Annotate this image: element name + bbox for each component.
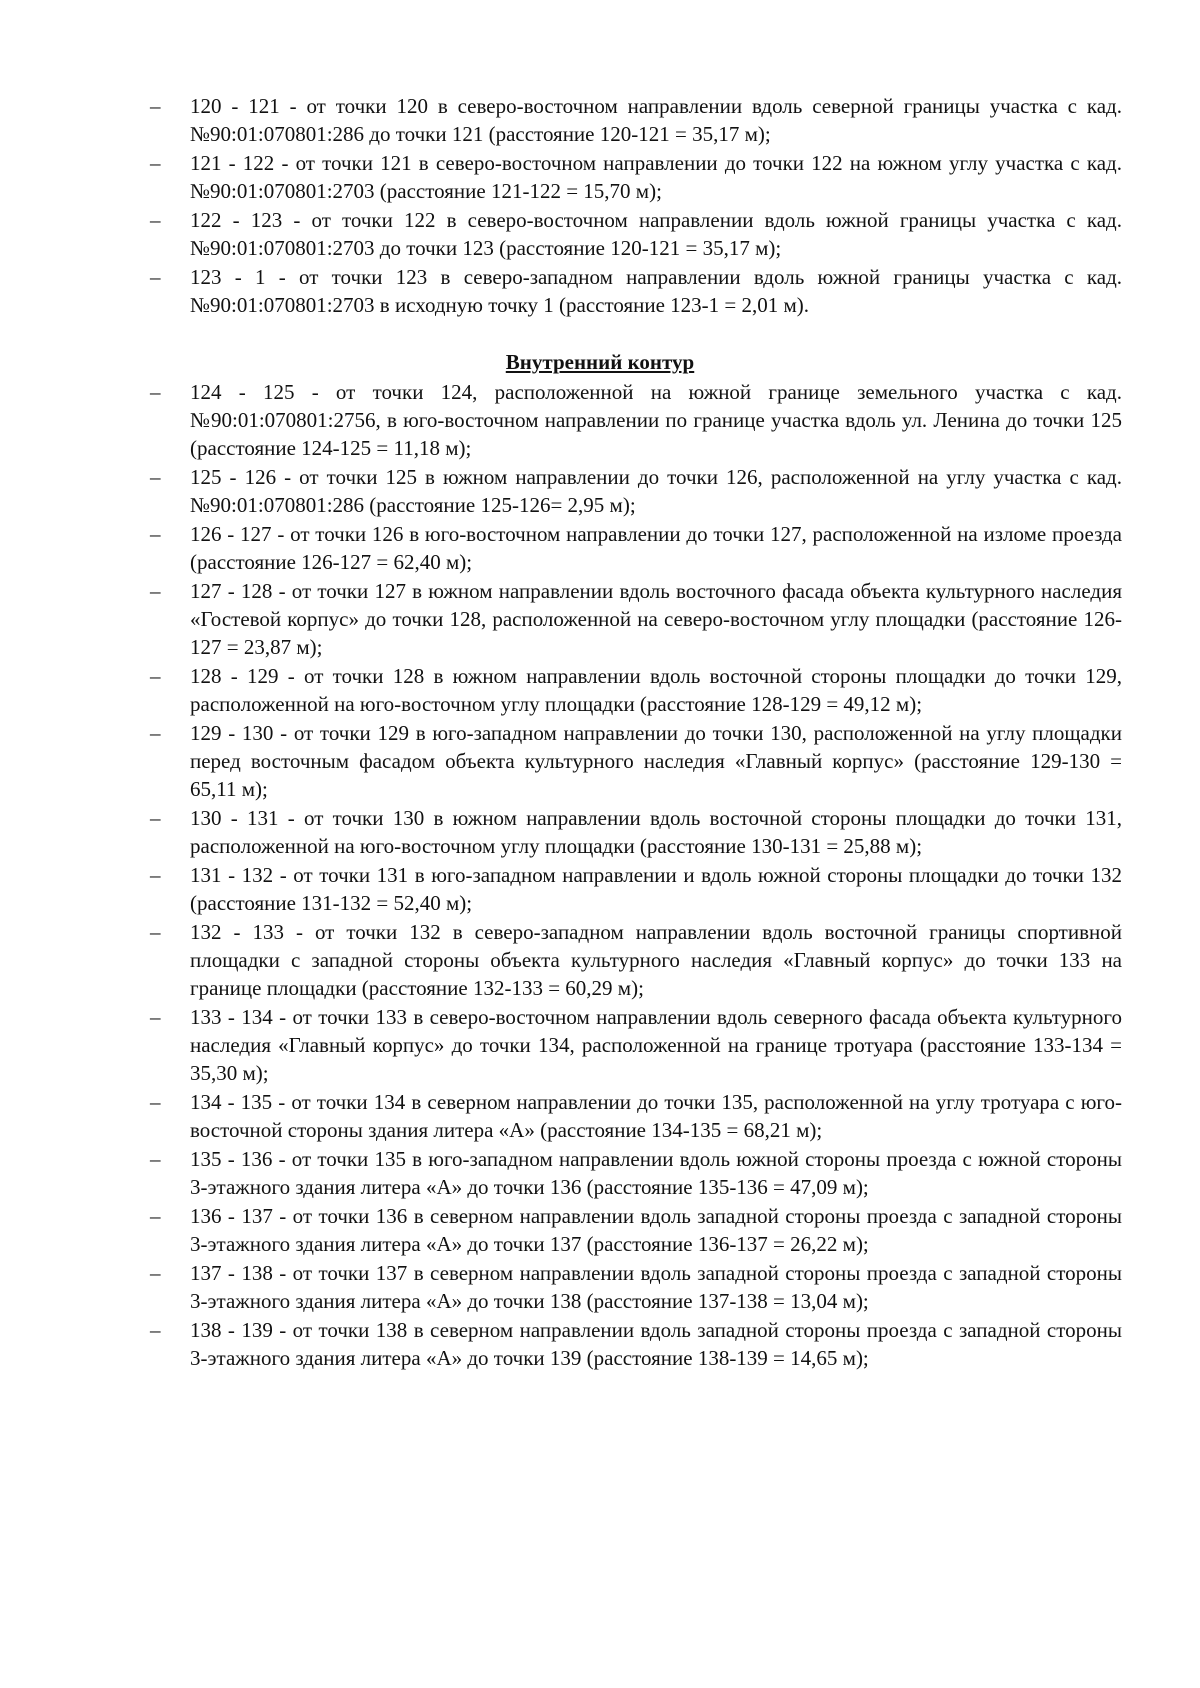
list-item-text: 138 - 139 - от точки 138 в северном направлении вдоль западной стороны проезда с западной стороны 3-этажного здания литера «А» до точки 139 (расстояние 138-139 = 14,65 м); [190,1318,1122,1370]
list-item-text: 136 - 137 - от точки 136 в северном направлении вдоль западной стороны проезда с западной стороны 3-этажного здания литера «А» до точки 137 (расстояние 136-137 = 26,22 м); [190,1204,1122,1256]
list-item [0,662,1200,718]
list-bullet: – [150,265,161,289]
list-bullet: – [150,920,161,944]
list-bullet: – [150,1090,161,1114]
list-item-text: 131 - 132 - от точки 131 в юго-западном направлении и вдоль южной стороны площадки до точки 132 (расстояние 131-132 = 52,40 м); [190,863,1122,915]
list-item-text: 125 - 126 - от точки 125 в южном направлении до точки 126, расположенной на углу участка с кад. №90:01:070801:286 (расстояние 125-126= 2,95 м); [190,465,1122,517]
list-bullet: – [150,806,161,830]
list-bullet: – [150,1318,161,1342]
list-bullet: – [150,208,161,232]
list-item-text: 137 - 138 - от точки 137 в северном направлении вдоль западной стороны проезда с западной стороны 3-этажного здания литера «А» до точки 138 (расстояние 137-138 = 13,04 м); [190,1261,1122,1313]
list-item [0,1003,1200,1087]
list-bullet: – [150,664,161,688]
list-item-text: 126 - 127 - от точки 126 в юго-восточном направлении до точки 127, расположенной на изломе проезда (расстояние 126-127 = 62,40 м); [190,522,1122,574]
list-item [0,918,1200,1002]
list-item-text: 133 - 134 - от точки 133 в северо-восточном направлении вдоль северного фасада объекта культурного наследия «Главный корпус» до точки 134, расположенной на границе тротуара (расстояние 133-134 = 35,30 м); [190,1005,1122,1085]
list-item [0,804,1200,860]
list-item [0,1088,1200,1144]
list-item [0,719,1200,803]
inner-contour-list [0,378,1200,1373]
list-item [0,378,1200,462]
list-bullet: – [150,1204,161,1228]
list-item-text: 120 - 121 - от точки 120 в северо-восточном направлении вдоль северной границы участка с кад. №90:01:070801:286 до точки 121 (расстояние 120-121 = 35,17 м); [190,94,1122,146]
list-bullet: – [150,1005,161,1029]
list-item-text: 128 - 129 - от точки 128 в южном направлении вдоль восточной стороны площадки до точки 129, расположенной на юго-восточном углу площадки (расстояние 128-129 = 49,12 м); [190,664,1122,716]
list-item [0,1202,1200,1258]
list-item-text: 122 - 123 - от точки 122 в северо-восточном направлении вдоль южной границы участка с кад. №90:01:070801:2703 до точки 123 (расстояние 120-121 = 35,17 м); [190,208,1122,260]
list-bullet: – [150,863,161,887]
list-bullet: – [150,721,161,745]
list-item [0,1316,1200,1372]
list-bullet: – [150,579,161,603]
list-item [0,263,1200,319]
inner-contour-heading: Внутренний контур [505,350,695,374]
list-bullet: – [150,151,161,175]
list-item [0,92,1200,148]
list-item-text: 121 - 122 - от точки 121 в северо-восточном направлении до точки 122 на южном углу участка с кад. №90:01:070801:2703 (расстояние 121-122 = 15,70 м); [190,151,1122,203]
list-bullet: – [150,380,161,404]
list-item-text: 132 - 133 - от точки 132 в северо-западном направлении вдоль восточной границы спортивной площадки с западной стороны объекта культурного наследия «Главный корпус» до точки 133 на границе площадки (расстояние 132-133 = 60,29 м); [190,920,1122,1000]
list-item-text: 123 - 1 - от точки 123 в северо-западном направлении вдоль южной границы участка с кад. №90:01:070801:2703 в исходную точку 1 (расстояние 123-1 = 2,01 м). [190,265,1122,317]
list-item-text: 127 - 128 - от точки 127 в южном направлении вдоль восточного фасада объекта культурного наследия «Гостевой корпус» до точки 128, расположенной на северо-восточном углу площадки (расстояние 126-127 = 23,87 м); [190,579,1122,659]
list-item-text: 135 - 136 - от точки 135 в юго-западном направлении вдоль южной стороны проезда с южной стороны 3-этажного здания литера «А» до точки 136 (расстояние 135-136 = 47,09 м); [190,1147,1122,1199]
list-item [0,520,1200,576]
list-item-text: 129 - 130 - от точки 129 в юго-западном направлении до точки 130, расположенной на углу площадки перед восточным фасадом объекта культурного наследия «Главный корпус» (расстояние 129-130 = 65,11 м); [190,721,1122,801]
list-item [0,577,1200,661]
list-item [0,861,1200,917]
list-bullet: – [150,1147,161,1171]
list-item [0,1145,1200,1201]
list-item [0,206,1200,262]
list-bullet: – [150,465,161,489]
list-bullet: – [150,1261,161,1285]
list-bullet: – [150,94,161,118]
list-item [0,149,1200,205]
outer-contour-list [0,92,1200,320]
list-item-text: 124 - 125 - от точки 124, расположенной на южной границе земельного участка с кад. №90:01:070801:2756, в юго-восточном направлении по границе участка вдоль ул. Ленина до точки 125 (расстояние 124-125 = 11,18 м); [190,380,1122,460]
list-item-text: 134 - 135 - от точки 134 в северном направлении до точки 135, расположенной на углу тротуара с юго-восточной стороны здания литера «А» (расстояние 134-135 = 68,21 м); [190,1090,1122,1142]
list-item-text: 130 - 131 - от точки 130 в южном направлении вдоль восточной стороны площадки до точки 131, расположенной на юго-восточном углу площадки (расстояние 130-131 = 25,88 м); [190,806,1122,858]
list-item [0,463,1200,519]
list-bullet: – [150,522,161,546]
list-item [0,1259,1200,1315]
